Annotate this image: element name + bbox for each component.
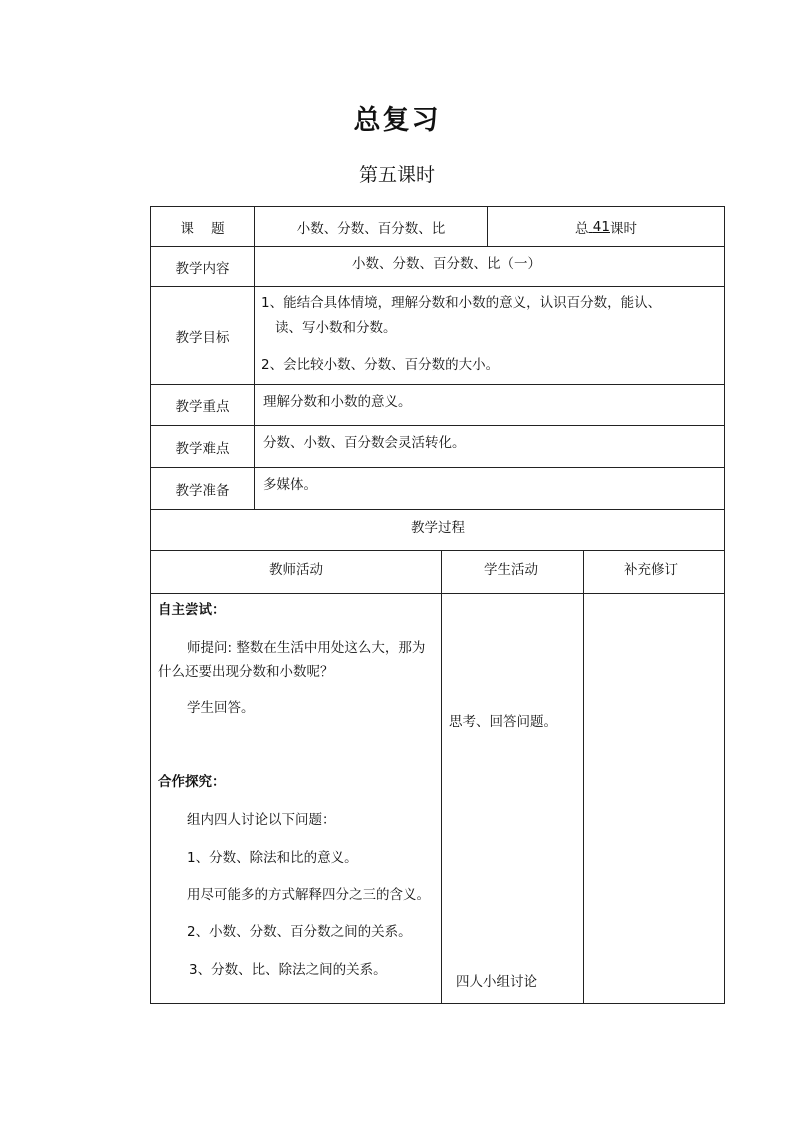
revision-col-header-cell [583, 550, 725, 594]
goal-label: 教学目标 [175, 329, 230, 346]
page-subtitle: 第五课时 [358, 164, 435, 186]
difficulty-value-cell [254, 425, 725, 468]
total-number: 41 [592, 218, 610, 235]
goal-line-3: 2、会比较小数、分数、百分数的大小。 [261, 357, 500, 373]
goal-line-1: 1、能结合具体情境，理解分数和小数的意义，认识百分数，能认、 [261, 295, 662, 311]
topic-label: 课 题 [180, 220, 225, 237]
student-activity-cell [441, 593, 584, 1004]
student-note-2: 四人小组讨论 [456, 974, 537, 990]
difficulty-label: 教学难点 [175, 440, 230, 457]
student-col-header: 学生活动 [484, 562, 538, 578]
goal-line-2: 读、写小数和分数。 [275, 320, 397, 336]
difficulty-value: 分数、小数、百分数会灵活转化。 [263, 434, 466, 451]
topic-value-cell [254, 206, 488, 247]
content-label-cell [150, 246, 255, 287]
student-col-header-cell [441, 550, 584, 594]
teacher-col-header: 教师活动 [269, 562, 323, 578]
teacher-col-header-cell [150, 550, 442, 594]
prep-value: 多媒体。 [263, 476, 317, 493]
discuss-item-1: 1、分数、除法和比的意义。 [187, 850, 358, 866]
key-label: 教学重点 [175, 399, 230, 415]
total-suffix: 课时 [609, 220, 637, 237]
content-value-cell [254, 246, 725, 287]
teacher-question-line-1: 师提问: 整数在生活中用处这么大，那为 [187, 640, 426, 656]
difficulty-label-cell [150, 425, 255, 468]
total-lessons-cell [487, 206, 725, 247]
process-heading-cell [150, 509, 725, 551]
discuss-item-1-detail: 用尽可能多的方式解释四分之三的含义。 [187, 887, 430, 903]
student-note-1: 思考、回答问题。 [449, 714, 557, 730]
prep-value-cell [254, 467, 725, 510]
process-heading: 教学过程 [411, 520, 465, 536]
student-answer-text: 学生回答。 [187, 700, 255, 716]
discuss-intro: 组内四人讨论以下问题： [187, 812, 336, 828]
goal-label-cell [150, 286, 255, 385]
discuss-item-2: 2、小数、分数、百分数之间的关系。 [187, 924, 412, 940]
total-prefix: 总 [575, 220, 589, 237]
discuss-item-3: 3、分数、比、除法之间的关系。 [189, 962, 387, 978]
content-value: 小数、分数、百分数、比（一） [352, 256, 541, 272]
section-self-try-title: 自主尝试： [158, 602, 226, 618]
key-label-cell [150, 384, 255, 426]
prep-label-cell [150, 467, 255, 510]
topic-label-cell [150, 206, 255, 247]
page-title: 总复习 [353, 105, 441, 136]
section-cooperate-title: 合作探究： [158, 774, 226, 790]
key-value-cell [254, 384, 725, 426]
teacher-question-line-2: 什么还要出现分数和小数呢？ [158, 664, 334, 680]
revision-cell [583, 593, 725, 1004]
topic-value: 小数、分数、百分数、比 [296, 220, 446, 237]
revision-col-header: 补充修订 [624, 562, 678, 578]
content-label: 教学内容 [175, 260, 230, 277]
key-value: 理解分数和小数的意义。 [263, 394, 412, 410]
teacher-activity-cell [150, 593, 442, 1004]
goal-value-cell [254, 286, 725, 385]
prep-label: 教学准备 [175, 482, 230, 499]
